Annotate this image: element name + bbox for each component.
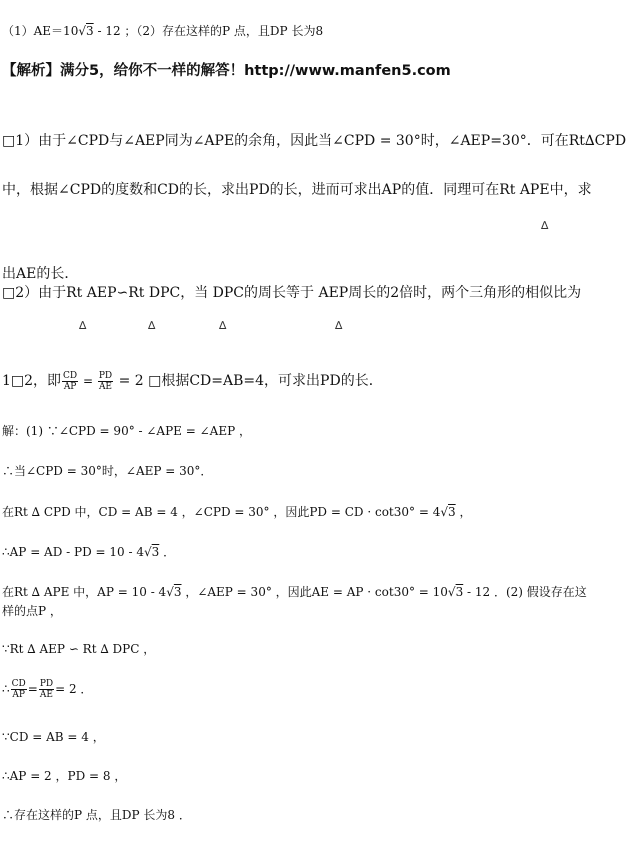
solution-s3-prefix: 在Rt ∆ CPD 中，CD = AB = 4 ，∠CPD = 30° ，因此PD = CD · cot30° = 4	[2, 505, 441, 519]
solution-s8-suffix: = 2 ．	[55, 682, 93, 696]
solution-s8-prefix: ∴	[2, 682, 10, 696]
fraction-pd-ae	[39, 679, 54, 700]
triangle-mark: ∆	[219, 319, 227, 332]
solution-line-9: ∵CD = AB = 4 ，	[2, 730, 105, 744]
analysis-header: 【解析】满分5，给你不一样的解答！http://www.manfen5.com	[2, 63, 451, 79]
sqrt-symbol: √	[166, 585, 174, 599]
triangle-mark: ∆	[335, 319, 343, 332]
solution-s4-sqrt: 3	[151, 545, 160, 559]
solution-s5-suffix: - 12 ．(2) 假设存在这	[463, 585, 587, 599]
solution-s5-mid: ，∠AEP = 30° ，因此AE = AP · cot30° = 10	[181, 585, 448, 599]
analysis-l5-prefix: 1□2，即	[2, 373, 62, 389]
solution-s5-prefix: 在Rt ∆ APE 中，AP = 10 - 4	[2, 585, 167, 599]
analysis-line-2: 中，根据∠CPD的度数和CD的长，求出PD的长，进而可求出AP的值．同理可在Rt APE中，求	[2, 182, 592, 198]
equals-sign: =	[27, 682, 38, 696]
solution-line-3	[2, 503, 471, 521]
solution-s3-suffix: ，	[455, 505, 472, 519]
solution-s4-suffix: ．	[159, 545, 176, 559]
sqrt-symbol: √	[447, 585, 456, 599]
answer-line	[2, 22, 323, 40]
solution-line-7: ∵Rt ∆ AEP ∽ Rt ∆ DPC ，	[2, 642, 156, 656]
fraction-cd-ap	[11, 679, 27, 700]
analysis-line-4: □2）由于Rt AEP∽Rt DPC，当 DPC的周长等于 AEP周长的2倍时，两个三角形的相似比为	[2, 285, 582, 301]
fraction-denominator: AP	[12, 690, 25, 700]
answer-part1-prefix: （1）AE＝10	[2, 24, 79, 38]
solution-s5-sqrt: 3	[173, 585, 182, 599]
solution-s3-sqrt: 3	[448, 505, 456, 519]
solution-line-10: ∴AP = 2 ，PD = 8 ，	[2, 769, 127, 783]
analysis-line-5	[2, 368, 383, 394]
fraction-numerator: PD	[98, 370, 113, 381]
fraction-numerator: CD	[63, 370, 78, 381]
fraction-cd-ap	[62, 371, 78, 392]
solution-line-2: ∴当∠CPD = 30°时，∠AEP = 30°．	[2, 464, 213, 478]
sqrt-symbol: √	[78, 24, 86, 38]
solution-line-4	[2, 543, 175, 561]
analysis-line-3: 出AE的长．	[2, 266, 79, 282]
fraction-denominator: AE	[98, 381, 113, 392]
fraction-numerator: PD	[39, 679, 54, 689]
triangle-mark: ∆	[148, 319, 156, 332]
analysis-line-1: □1）由于∠CPD与∠AEP同为∠APE的余角，因此当∠CPD = 30°时，∠AEP=30°．可在Rt∆CPD	[2, 133, 627, 149]
analysis-l5-suffix: = 2 □根据CD=AB=4，可求出PD的长．	[114, 373, 383, 389]
solution-line-6: 样的点P ，	[2, 604, 62, 618]
sqrt-symbol: √	[144, 545, 152, 559]
solution-s5-sqrt2: 3	[455, 585, 464, 599]
equals-sign: =	[79, 374, 97, 388]
fraction-numerator: CD	[11, 679, 26, 689]
solution-line-11: ∴存在这样的P 点，且DP 长为8 ．	[2, 808, 191, 822]
answer-part1-suffix: - 12 ；（2）存在这样的P 点，且DP 长为8	[93, 24, 324, 38]
fraction-denominator: AE	[39, 690, 53, 700]
fraction-pd-ae	[98, 371, 113, 392]
triangle-mark: ∆	[79, 319, 87, 332]
triangle-mark: ∆	[541, 219, 549, 232]
solution-line-8	[2, 676, 92, 702]
solution-s4-prefix: ∴AP = AD - PD = 10 - 4	[2, 545, 144, 559]
answer-part1-sqrt: 3	[86, 24, 94, 38]
solution-line-5	[2, 583, 587, 601]
fraction-denominator: AP	[63, 381, 77, 392]
sqrt-symbol: √	[440, 505, 448, 519]
solution-line-1: 解：(1) ∵∠CPD = 90° - ∠APE = ∠AEP ，	[2, 424, 251, 438]
